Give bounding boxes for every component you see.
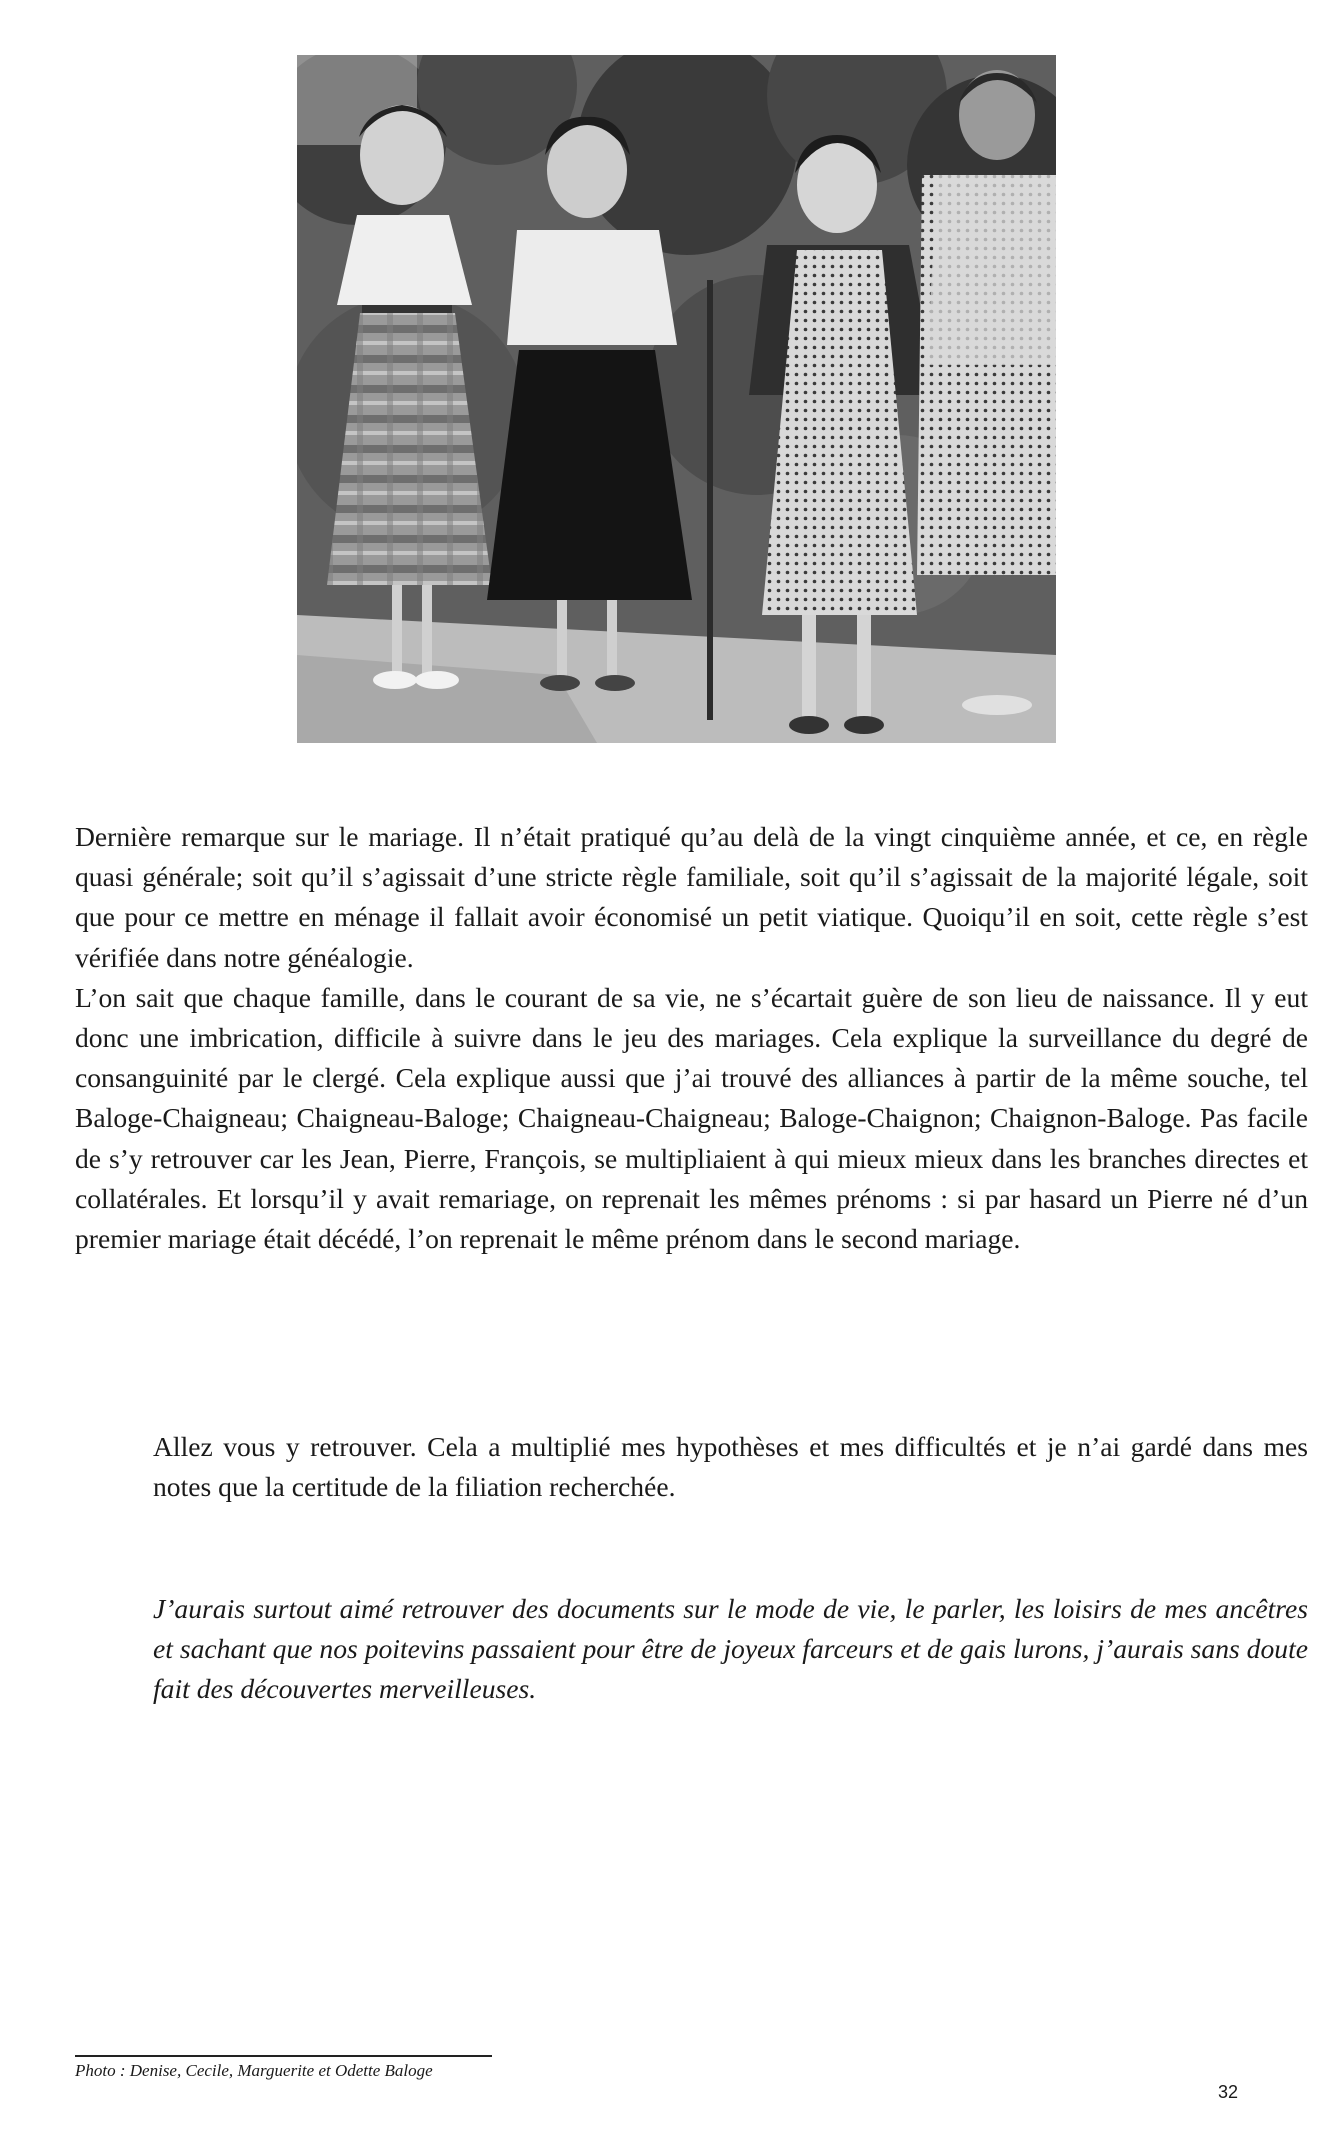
group-photograph bbox=[297, 55, 1056, 743]
paragraph-hypotheses: Allez vous y retrouver. Cela a multiplié mes hypothèses et mes difficultés et je n’ai gardé dans mes notes que la certitude de la filiation recherchée. bbox=[153, 1431, 1308, 1503]
paragraph-consanguinity: L’on sait que chaque famille, dans le courant de sa vie, ne s’écartait guère de son lieu de naissance. Il y eut donc une imbrication, difficile à suivre dans le jeu des mariages. Cela explique la surveillance du degré de consanguinité par le clergé. Cela explique aussi que j’ai trouvé des alliances à partir de la même souche, tel Baloge-Chaigneau; Chaigneau-Baloge; Chaigneau-Chaigneau; Baloge-Chaignon; Chaignon-Baloge. Pas facile de s’y retrouver car les Jean, Pierre, François, se multipliaient à qui mieux mieux dans les branches directes et collatérales. Et lorsqu’il y avait remariage, on reprenait les mêmes prénoms : si par hasard un Pierre né d’un premier mariage était décédé, l’on reprenait le même prénom dans le second mariage. bbox=[75, 981, 1308, 1255]
photo-illustration bbox=[297, 55, 1056, 743]
footnote-divider bbox=[75, 2055, 492, 2057]
photo-caption: Photo : Denise, Cecile, Marguerite et Odette Baloge bbox=[75, 2061, 433, 2080]
page-number: 32 bbox=[1217, 2082, 1238, 2102]
main-paragraph bbox=[75, 817, 1308, 1259]
paragraph-wishes-italic: J’aurais surtout aimé retrouver des documents sur le mode de vie, le parler, les loisirs de mes ancêtres et sachant que nos poitevins passaient pour être de joyeux farceurs et de gais lurons, j’aurais sans doute fait des découvertes merveilleuses. bbox=[153, 1593, 1308, 1705]
paragraph-marriage-age: Dernière remarque sur le mariage. Il n’était pratiqué qu’au delà de la vingt cinquième année, et ce, en règle quasi générale; soit qu’il s’agissait d’une stricte règle familiale, soit qu’il s’agissait de la majorité légale, soit que pour ce mettre en ménage il fallait avoir économisé un petit viatique. Quoiqu’il en soit, cette règle s’est vérifiée dans notre généalogie. bbox=[75, 821, 1308, 973]
